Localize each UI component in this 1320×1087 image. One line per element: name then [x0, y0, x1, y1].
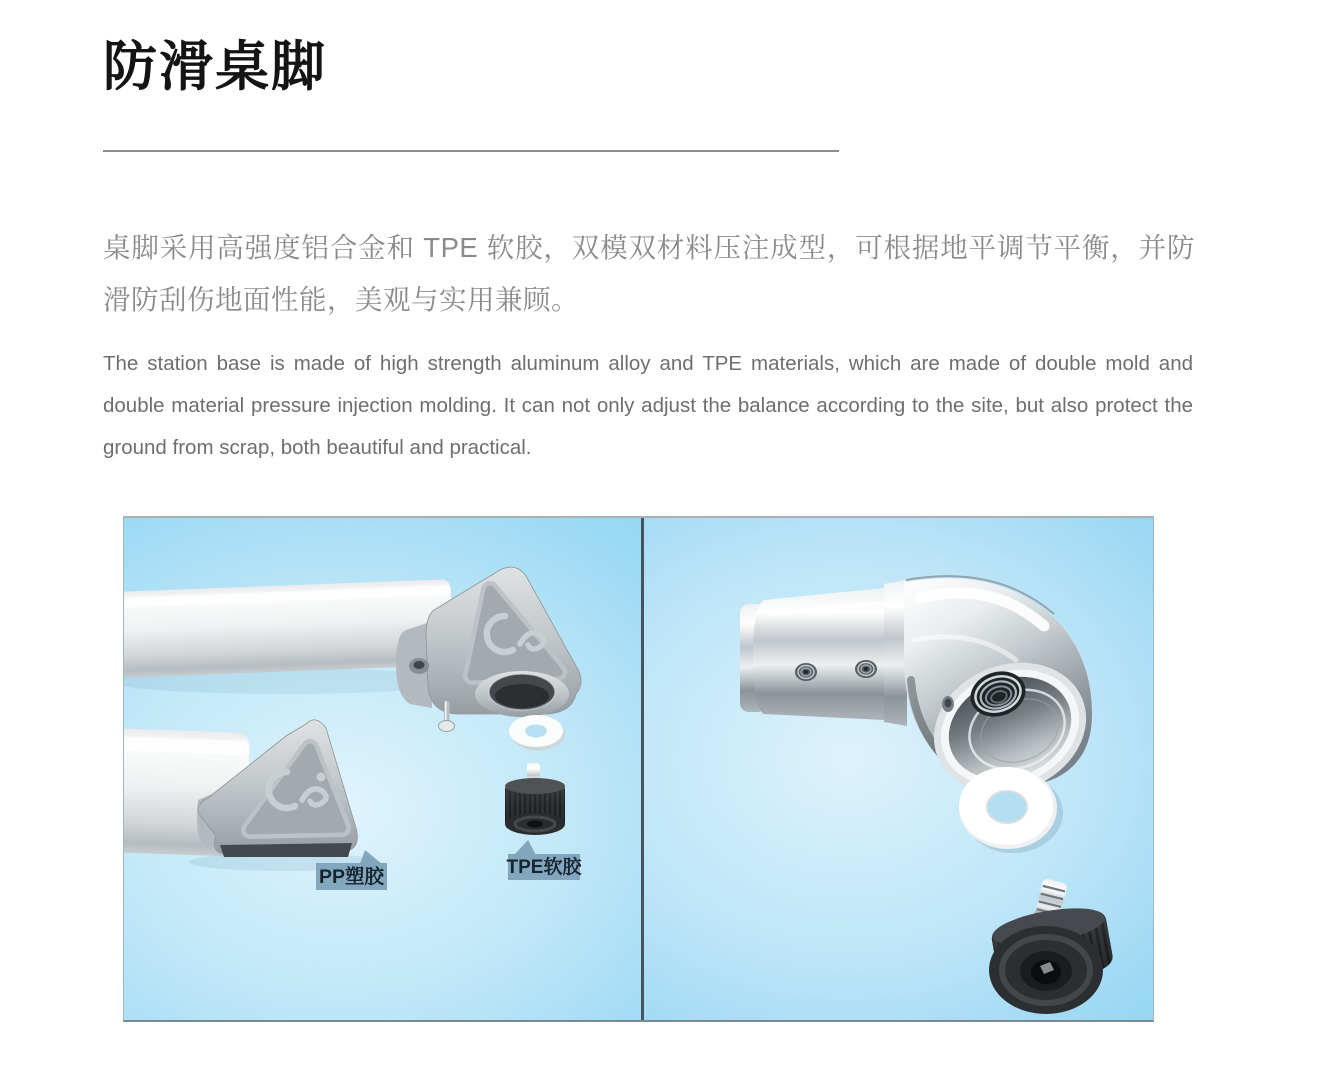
page-title: 防滑桌脚 [103, 37, 327, 97]
aluminum-elbow-connector [740, 576, 1106, 816]
figure-panel-left [124, 518, 641, 1020]
label-tpe-rubber [507, 840, 583, 880]
set-screw-hole [855, 660, 877, 678]
socket-step-ring [884, 580, 907, 726]
tpe-foot-small [505, 763, 565, 835]
right-panel-illustration [644, 518, 1153, 1020]
tpe-pad-strip [220, 843, 352, 857]
left-panel-illustration [124, 518, 641, 1020]
label-pp-text: PP塑胶 [318, 865, 385, 888]
label-tpe-text: TPE软胶 [506, 856, 582, 878]
product-detail-section [0, 36, 1320, 1022]
description-chinese: 桌脚采用高强度铝合金和 TPE 软胶，双模双材料压注成型，可根据地平调节平衡，并防滑防刮伤地面性能，美观与实用兼顾。 [103, 231, 1195, 315]
tpe-foot-large [989, 878, 1116, 1014]
description-english: The station base is made of high strength aluminum alloy and TPE materials, which are made of double mold and double material pressure injection molding. It can not only adjust the balance according to the site, but also protect the ground from scrap, both beautiful and practical. [103, 351, 1193, 459]
title-divider [103, 150, 839, 152]
product-figure [123, 516, 1154, 1022]
set-screw-hole [795, 663, 817, 681]
washer-small [509, 715, 565, 751]
figure-panel-right [644, 518, 1153, 1020]
